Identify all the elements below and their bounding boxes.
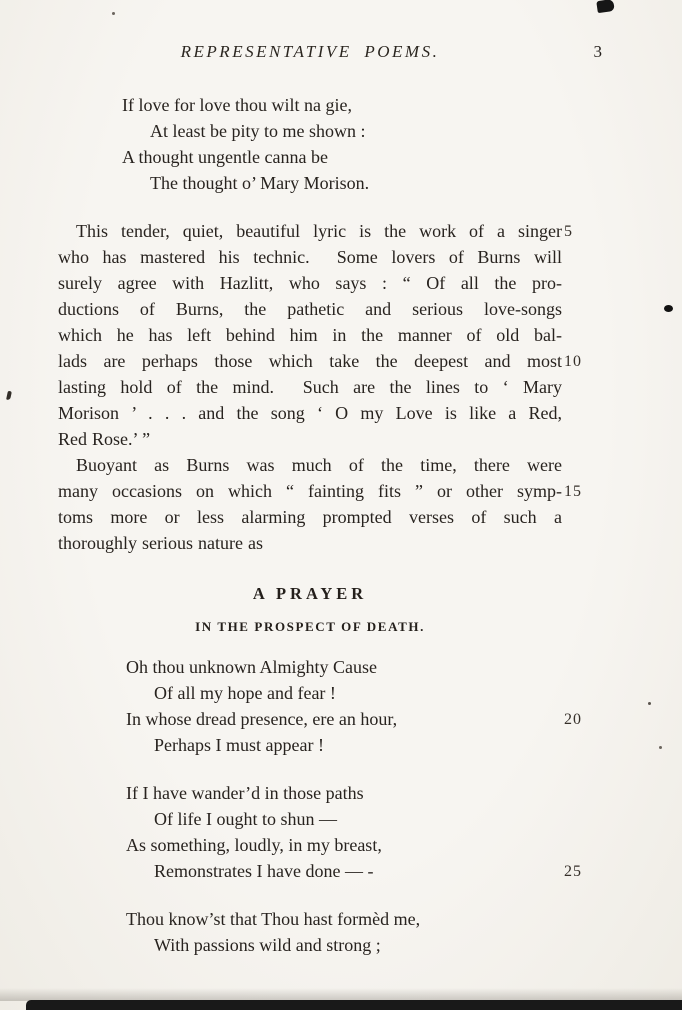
line-text: Red Rose.’ ” [58,429,151,449]
verse-line [154,806,562,832]
page-header [58,42,602,62]
scan-artifact-margin-dot [648,702,651,705]
poem-subtitle: IN THE PROSPECT OF DEATH. [195,619,425,634]
text-block [58,88,582,958]
prose-line [58,296,562,322]
line-text: Oh thou unknown Almighty Cause [126,657,377,677]
line-text: The thought o’ Mary Morison. [150,173,370,193]
line-text: thoroughly serious nature as [58,533,263,553]
verse-line [154,932,562,958]
line-text: This tender, quiet, beautiful lyric is the work of a singer [76,221,562,241]
scan-artifact-top-speck [112,12,115,15]
verse-line [154,732,562,758]
line-text: If I have wander’d in those paths [126,783,364,803]
line-text: surely agree with Hazlitt, who says : “ Of all the pro- [58,273,562,293]
verse-line [154,680,562,706]
verse-line [122,92,562,118]
line-text: Buoyant as Burns was much of the time, there were [76,455,562,475]
prose-line [58,218,573,244]
prayer-stanza-3 [58,906,562,958]
line-text: With passions wild and strong ; [154,935,381,955]
prose-line [58,504,562,530]
verse-line [126,706,582,732]
line-text: who has mastered his technic. Some lovers of Burns will [58,247,562,267]
verse-line [122,144,562,170]
poem-title: A PRAYER [252,584,368,603]
line-text: As something, loudly, in my breast, [126,835,382,855]
prose-line [58,322,562,348]
line-text: Perhaps I must appear ! [154,735,324,755]
line-text: ductions of Burns, the pathetic and serious love-songs [58,299,562,319]
line-text: At least be pity to me shown : [150,121,366,141]
prose-line [58,374,562,400]
prose-line [58,478,582,504]
line-text: many occasions on which “ fainting fits ” or other symp- [58,481,562,501]
prose-line [58,426,562,452]
prose-line [58,270,562,296]
line-text: A thought ungentle canna be [122,147,328,167]
line-text: lads are perhaps those which take the deepest and most [58,351,562,371]
prose-line [58,400,562,426]
line-text: In whose dread presence, ere an hour, [126,709,398,729]
prose-line [58,244,562,270]
line-text: Of life I ought to shun — [154,809,337,829]
verse-line [150,170,562,196]
running-title: REPRESENTATIVE POEMS. [180,42,440,61]
scan-artifact-left-margin-mark [6,391,12,401]
line-text: If love for love thou wilt na gie, [122,95,352,115]
verse-line [126,906,562,932]
line-text: Of all my hope and fear ! [154,683,336,703]
paragraph-2 [58,452,582,556]
paragraph-1 [58,218,582,452]
verse-line [126,780,562,806]
scan-artifact-top-right [596,0,615,13]
line-text: Morison ’ . . . and the song ‘ O my Love is like a Red, [58,403,562,423]
verse-line [126,832,562,858]
margin-line-number: 25 [564,863,582,880]
margin-line-number: 15 [564,483,582,500]
scan-artifact-right-edge-dot [664,305,673,312]
prayer-stanza-2 [58,780,582,884]
line-text: lasting hold of the mind. Such are the lines to ‘ Mary [58,377,562,397]
margin-line-number: 20 [564,711,582,728]
verse-line [154,858,582,884]
verse-line [150,118,562,144]
scan-artifact-margin-dot [659,746,662,749]
prayer-stanza-1 [58,654,582,758]
margin-line-number: 10 [564,353,582,370]
scan-artifact-bottom-shadow [0,988,682,1001]
verse-line [126,654,562,680]
line-text: Thou know’st that Thou hast formèd me, [126,909,421,929]
prose-line [58,348,582,374]
line-text: toms more or less alarming prompted verses of such a [58,507,562,527]
prose-line [58,452,562,478]
line-text: which he has left behind him in the manner of old bal- [58,325,562,345]
opening-stanza [58,92,562,196]
page-number: 3 [593,42,602,61]
prose-line [58,530,562,556]
line-text: Remonstrates I have done — - [154,861,374,881]
scan-artifact-bottom-bar [26,1000,682,1010]
margin-line-number: 5 [564,223,573,240]
